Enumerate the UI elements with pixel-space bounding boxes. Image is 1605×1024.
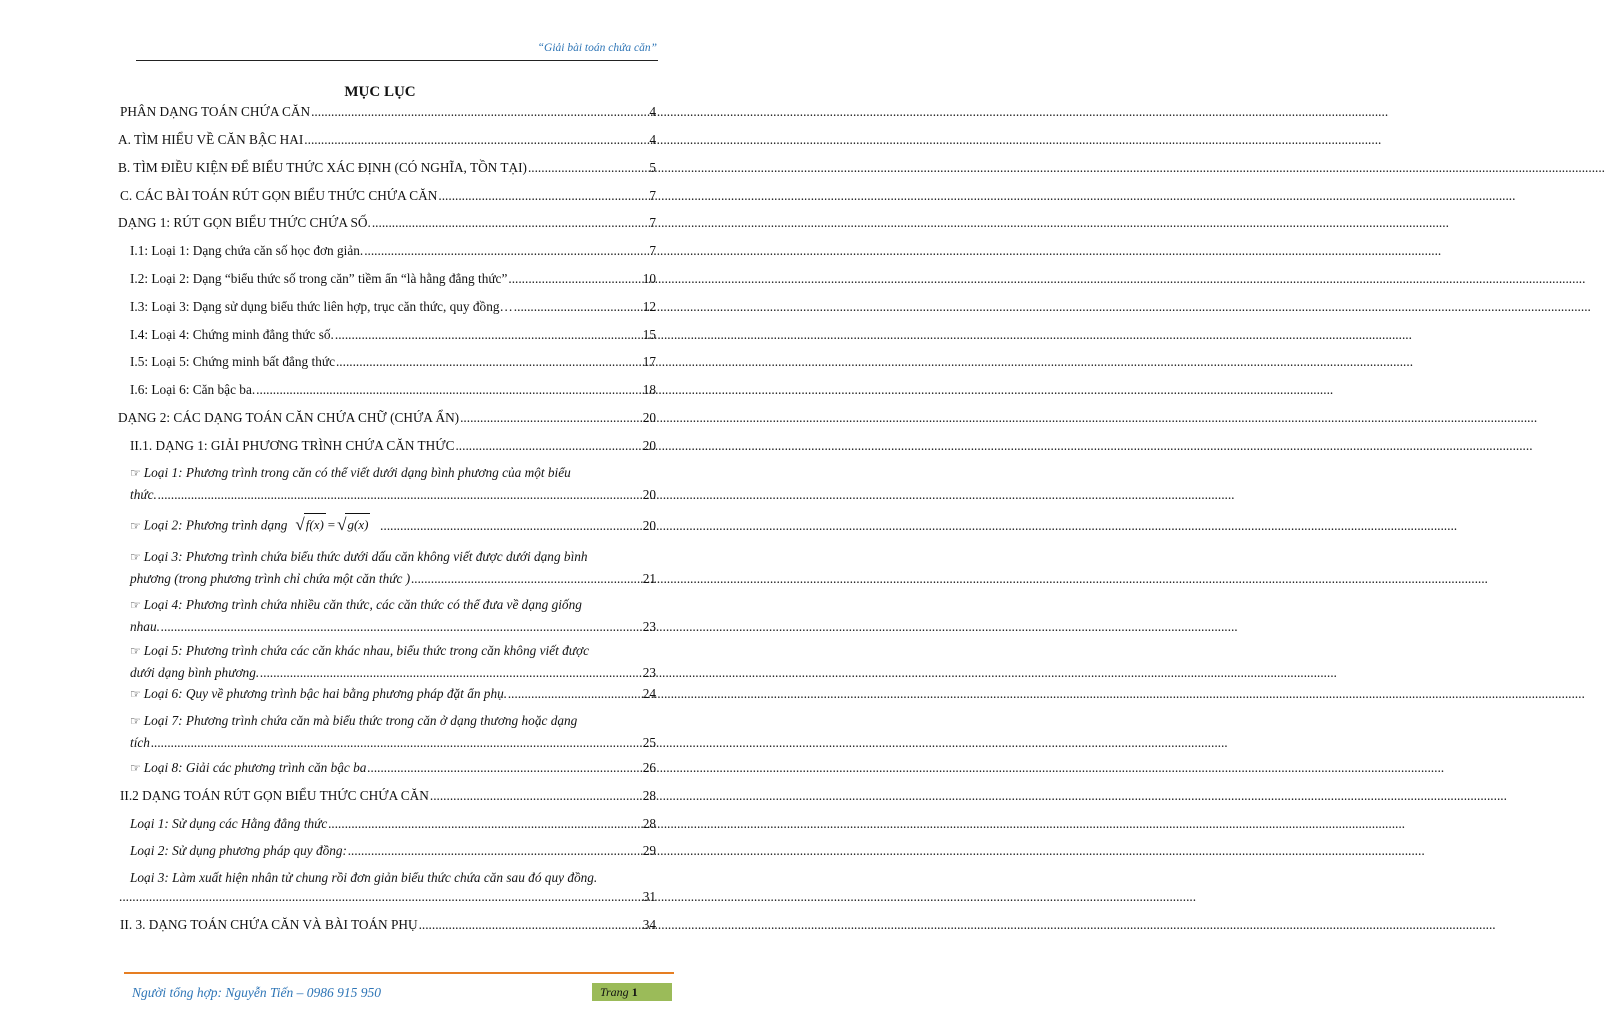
page-label: Trang: [600, 985, 629, 999]
toc-leader: [260, 662, 642, 684]
toc-leader: [311, 101, 648, 123]
toc-leader: [161, 616, 642, 638]
toc-entry-page: 7: [649, 215, 656, 230]
equation-equals: =: [327, 516, 336, 532]
toc-entry-text-cont: tích: [130, 735, 150, 750]
pointing-hand-icon: ☞: [130, 550, 141, 564]
toc-entry-page: 15: [642, 327, 656, 342]
pointing-hand-icon: ☞: [130, 687, 141, 701]
equation-lhs: f(x): [304, 513, 326, 536]
toc-entry-page: 28: [642, 816, 656, 831]
toc-entry-text: Loại 3: Làm xuất hiện nhân tử chung rồi đơn giản biểu thức chứa căn sau đó quy đồng.: [130, 870, 598, 885]
toc-entry-page: 34: [642, 917, 656, 932]
toc-leader: [430, 785, 642, 807]
pointing-hand-icon: ☞: [130, 761, 141, 775]
toc-entry[interactable]: [120, 185, 656, 207]
toc-entry-page: 23: [642, 665, 656, 680]
toc-entry-text: I.2: Loại 2: Dạng “biểu thức số trong căn” tiềm ẩn “là hằng đẳng thức”: [130, 271, 508, 286]
toc-entry[interactable]: [118, 129, 656, 151]
toc-entry-text: I.1: Loại 1: Dạng chứa căn số học đơn giản.: [130, 243, 364, 258]
toc-entry-page: 20: [642, 438, 656, 453]
toc-entry-text: I.3: Loại 3: Dạng sử dụng biểu thức liên hợp, trục căn thức, quy đồng…: [130, 299, 513, 314]
toc-entry-text: DẠNG 1: RÚT GỌN BIỂU THỨC CHỨA SỐ.: [118, 215, 371, 230]
toc-leader: [158, 484, 642, 506]
toc-title: MỤC LỤC: [344, 84, 416, 100]
toc-entry[interactable]: [120, 101, 656, 123]
toc-leader: [508, 268, 641, 290]
toc-entry[interactable]: [130, 813, 656, 835]
toc-entry[interactable]: [130, 546, 656, 590]
toc-entry[interactable]: [130, 462, 656, 506]
toc-entry[interactable]: [130, 240, 656, 262]
toc-entry-text: Loại 6: Quy về phương trình bậc hai bằng phương pháp đặt ẩn phụ.: [143, 686, 508, 701]
toc-entry-page: 18: [642, 382, 656, 397]
toc-entry-page: 20: [642, 487, 656, 502]
toc-entry-page: 17: [642, 354, 656, 369]
toc-entry-text: II.2 DẠNG TOÁN RÚT GỌN BIỂU THỨC CHỨA CĂN: [120, 788, 429, 803]
equation: √ f(x) = √ g(x): [295, 513, 370, 536]
toc-entry-text: PHÂN DẠNG TOÁN CHỨA CĂN: [120, 104, 311, 119]
toc-entry-page: 4: [649, 104, 656, 119]
toc-leader: [335, 324, 642, 346]
toc-entry-page: 26: [642, 760, 656, 775]
pointing-hand-icon: ☞: [130, 518, 141, 533]
toc-entry[interactable]: [130, 594, 656, 638]
pointing-hand-icon: ☞: [130, 598, 141, 612]
toc-entry-page: 21: [642, 571, 656, 586]
toc-leader: [528, 157, 648, 179]
toc-leader: [380, 515, 641, 537]
toc-entry-text-cont: thức.: [130, 487, 157, 502]
toc-entry[interactable]: [130, 324, 656, 346]
toc-entry-text: Loại 8: Giải các phương trình căn bậc ba: [143, 760, 367, 775]
toc-entry[interactable]: [130, 683, 656, 705]
toc-entry-text: Loại 2: Phương trình dạng: [143, 517, 288, 533]
equation-rhs: g(x): [345, 513, 370, 536]
toc-entry-text: I.4: Loại 4: Chứng minh đẳng thức số.: [130, 327, 334, 342]
toc-leader: [514, 296, 642, 318]
toc-leader: [256, 379, 642, 401]
toc-entry[interactable]: [118, 407, 656, 429]
toc-entry-text: DẠNG 2: CÁC DẠNG TOÁN CĂN CHỨA CHỮ (CHỨA ẨN): [118, 410, 460, 425]
toc-leader: [460, 407, 642, 429]
toc-entry-text: Loại 4: Phương trình chứa nhiều căn thức, các căn thức có thể đưa về dạng giống: [143, 597, 582, 612]
toc-entry-text: Loại 5: Phương trình chứa các căn khác nhau, biểu thức trong căn không viết được: [143, 643, 589, 658]
footer-divider: [124, 972, 674, 974]
toc-entry[interactable]: [130, 757, 656, 779]
toc-entry-text: Loại 7: Phương trình chứa căn mà biểu thức trong căn ở dạng thương hoặc dạng: [143, 713, 578, 728]
toc-leader: [367, 757, 641, 779]
toc-entry-text: I.5: Loại 5: Chứng minh bất đẳng thức: [130, 354, 335, 369]
toc-entry-page: 23: [642, 619, 656, 634]
toc-entry-text: Loại 1: Sử dụng các Hằng đẳng thức: [130, 816, 328, 831]
toc-entry-text: Loại 2: Sử dụng phương pháp quy đồng:: [130, 843, 347, 858]
toc-entry[interactable]: [130, 379, 656, 401]
toc-leader: [328, 813, 641, 835]
page-number-box: [592, 983, 672, 1001]
toc-entry-text: II.1. DẠNG 1: GIẢI PHƯƠNG TRÌNH CHỨA CĂN THỨC: [130, 438, 455, 453]
pointing-hand-icon: ☞: [130, 466, 141, 480]
toc-entry-text: Loại 1: Phương trình trong căn có thể viết dưới dạng bình phương của một biểu: [143, 465, 571, 480]
toc-entry[interactable]: [118, 212, 656, 234]
toc-leader: [151, 732, 642, 754]
toc-leader: [438, 185, 648, 207]
toc-entry-page: 31: [642, 889, 656, 904]
pointing-hand-icon: ☞: [130, 714, 141, 728]
toc-entry-page: 7: [649, 243, 656, 258]
toc-entry[interactable]: [130, 268, 656, 290]
toc-leader: [119, 886, 642, 908]
toc-leader: [372, 212, 648, 234]
toc-entry[interactable]: [118, 157, 656, 179]
toc-leader: [419, 914, 642, 936]
toc-entry-cont[interactable]: [118, 886, 656, 908]
toc-entry[interactable]: [130, 296, 656, 318]
toc-leader: [304, 129, 648, 151]
toc-entry[interactable]: [130, 840, 656, 862]
toc-entry-page: 28: [642, 788, 656, 803]
toc-entry-page: 5: [649, 160, 656, 175]
toc-entry-page: 24: [642, 686, 656, 701]
toc-entry[interactable]: [130, 435, 656, 457]
toc-leader: [364, 240, 648, 262]
footer-author: Người tổng hợp: Nguyễn Tiến – 0986 915 950: [132, 985, 382, 1000]
toc-entry-text: II. 3. DẠNG TOÁN CHỨA CĂN VÀ BÀI TOÁN PHỤ: [120, 917, 418, 932]
toc-entry[interactable]: [130, 710, 656, 754]
toc-leader: [336, 351, 642, 373]
toc-entry[interactable]: [130, 640, 656, 684]
toc-entry-text: B. TÌM ĐIỀU KIỆN ĐỂ BIỂU THỨC XÁC ĐỊNH (CÓ NGHĨA, TỒN TẠI): [118, 160, 527, 175]
toc-entry-page: 20: [642, 410, 656, 425]
toc-leader: [411, 568, 642, 590]
toc-entry-text: Loại 3: Phương trình chứa biểu thức dưới dấu căn không viết được dưới dạng bình: [143, 549, 588, 564]
toc-entry-page: 20: [642, 517, 656, 533]
toc-entry-page: 10: [642, 271, 656, 286]
toc-entry-text-cont: dưới dạng bình phương.: [130, 665, 260, 680]
toc-entry-text-cont: nhau.: [130, 619, 160, 634]
toc-entry-text: A. TÌM HIỂU VỀ CĂN BẬC HAI: [118, 132, 304, 147]
toc-entry-page: 29: [642, 843, 656, 858]
toc-entry[interactable]: [120, 785, 656, 807]
toc-entry[interactable]: [130, 351, 656, 373]
toc-leader: [508, 683, 642, 705]
toc-entry-text: C. CÁC BÀI TOÁN RÚT GỌN BIỂU THỨC CHỨA CĂN: [120, 188, 438, 203]
toc-entry-page: 25: [642, 735, 656, 750]
toc-entry-page: 4: [649, 132, 656, 147]
toc-leader: [348, 840, 642, 862]
toc-entry[interactable]: [130, 513, 656, 537]
toc-entry[interactable]: [120, 914, 656, 936]
toc-entry-text: I.6: Loại 6: Căn bậc ba.: [130, 382, 256, 397]
header-divider: [136, 60, 658, 61]
page-number: 1: [631, 985, 638, 999]
header-title: “Giải bài toán chứa căn”: [537, 42, 657, 54]
toc-leader: [455, 435, 641, 457]
toc-entry-text-cont: phương (trong phương trình chỉ chứa một căn thức ): [130, 571, 411, 586]
toc-entry-page: 7: [649, 188, 656, 203]
toc-entry-page: 12: [642, 299, 656, 314]
pointing-hand-icon: ☞: [130, 644, 141, 658]
